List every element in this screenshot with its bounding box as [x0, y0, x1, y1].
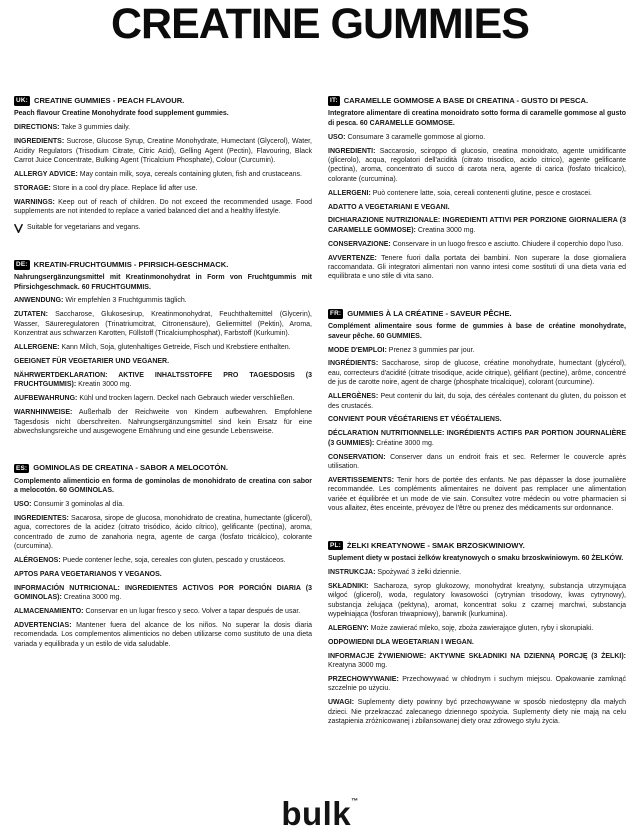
fr-directions: [328, 346, 626, 355]
field-text: Saccharose, Glukosesirup, Kreatinmonohydrat, Feuchthaltemittel (Glycerin), Wasser, Säureregulatoren (Trinatriumcitrat, Citronensäure), Geliermittel (Pektin), Aroma, Konzentrat aus schwarzen Karotten, Füllstoff (Tricalciumphosphat), Farbstoff (Kurkumin).: [14, 311, 312, 338]
lang-badge-de: DE:: [16, 261, 28, 269]
de-storage: [14, 394, 312, 403]
de-description: [14, 273, 312, 292]
field-text: May contain milk, soya, cereals containing gluten, fish and crustaceans.: [79, 170, 302, 178]
fr-allergy-advice: [328, 392, 626, 411]
field-text: Peut contenir du lait, du soja, des céréales contenant du gluten, du poisson et des crustacés.: [328, 393, 626, 410]
label-columns: [0, 96, 640, 731]
field-label: AVERTISSEMENTS:: [328, 476, 394, 484]
de-warnings: [14, 408, 312, 436]
pl-warnings: [328, 698, 626, 726]
field-label: ADVERTENCIAS:: [14, 622, 72, 630]
lang-badge-uk: UK:: [16, 97, 28, 105]
field-text: Consumir 3 gominolas al día.: [33, 500, 125, 508]
field-label: ALLERGENI:: [328, 189, 371, 197]
uk-ingredients: [14, 137, 312, 165]
field-label: INGRÉDIENTS:: [328, 360, 379, 368]
field-label: DIRECTIONS:: [14, 124, 60, 132]
field-text: Kreatin 3000 mg.: [78, 381, 132, 389]
field-label: NÄHRWERTDEKLARATION: AKTIVE INHALTSSTOFFE PRO TAGESDOSIS (3 FRUCHTGUMMIS):: [14, 371, 312, 389]
field-text: Creatina 3000 mg.: [417, 226, 476, 234]
pl-description: [328, 554, 626, 563]
section-title-pl: ŻELKI KREATYNOWE - SMAK BRZOSKWINIOWY.: [346, 540, 525, 550]
field-label: STORAGE:: [14, 184, 51, 192]
field-text: APTOS PARA VEGETARIANOS Y VEGANOS.: [14, 570, 162, 578]
it-warnings: [328, 254, 626, 282]
field-text: Kann Milch, Soja, glutenhaltiges Getreide, Fisch und Krebstiere enthalten.: [61, 344, 291, 352]
page-title: CREATINE GUMMIES: [111, 0, 529, 48]
section-title-de: KREATIN-FRUCHTGUMMIS - PFIRSICH-GESCHMACK.: [33, 259, 229, 269]
section-title-fr: GUMMIES À LA CRÉATINE - SAVEUR PÊCHE.: [347, 308, 512, 318]
section-title-es: GOMINOLAS DE CREATINA - SABOR A MELOCOTÓN.: [33, 463, 229, 473]
section-it: [328, 96, 626, 282]
field-text: Przechowywać w chłodnym i suchym miejscu. Opakowanie zamknąć szczelnie po użyciu.: [328, 675, 626, 693]
section-uk: [14, 96, 312, 233]
es-vegetarian-note: [14, 570, 312, 579]
uk-directions: [14, 123, 312, 132]
field-text: Wir empfehlen 3 Fruchtgummis täglich.: [65, 297, 187, 305]
section-heading-de: [14, 260, 312, 270]
trademark-symbol: ™: [351, 798, 359, 805]
lang-badge-fr: FR:: [330, 310, 342, 318]
uk-vegetarian-note: [14, 223, 312, 232]
field-label: INGREDIENTI:: [328, 147, 376, 155]
pl-storage: [328, 675, 626, 694]
field-label: WARNHINWEISE:: [14, 409, 73, 417]
field-label: ALLERGY ADVICE:: [14, 170, 78, 178]
field-label: ALLERGENE:: [14, 344, 60, 352]
field-label: ALÉRGENOS:: [14, 556, 61, 564]
field-label: ALERGENY:: [328, 624, 369, 632]
section-pl: [328, 541, 626, 727]
fr-description: [328, 322, 626, 341]
field-label: USO:: [14, 500, 32, 508]
field-text: Può contenere latte, soia, cereali contenenti glutine, pesce e crostacei.: [372, 189, 592, 197]
field-label: MODE D'EMPLOI:: [328, 346, 387, 354]
it-description: [328, 109, 626, 128]
field-text: Spożywać 3 żelki dziennie.: [377, 568, 462, 576]
field-text: Conservare in un luogo fresco e asciutto. Chiudere il coperchio dopo l'uso.: [392, 240, 624, 248]
field-text: Sacharoza, syrop glukozowy, monohydrat kreatyny, substancja utrzymująca wilgoć (glicerol), woda, regulatory kwasowości (cytrynian trisodowy, kwas cytrynowy), substancja żelująca (pektyna), aromat, koncentrat soku z czarnej marchwi, substancja wypełniająca (fosforan triwapniowy), barwnik (kurkumina).: [328, 582, 626, 618]
section-heading-uk: [14, 96, 312, 106]
section-title-uk: CREATINE GUMMIES - PEACH FLAVOUR.: [33, 96, 185, 105]
right-column: [328, 96, 626, 731]
field-text: Integratore alimentare di creatina monoidrato sotto forma di caramelle gommose al gusto di pesca. 60 CARAMELLE GOMMOSE.: [328, 110, 626, 127]
de-vegetarian-note: [14, 357, 312, 366]
uk-allergy-advice: [14, 170, 312, 179]
section-heading-pl: [328, 541, 626, 551]
field-text: Saccarosio, sciroppo di glucosio, creatina monoidrato, agente umidificante (glicerolo), acqua, regolatori dell'acidità (citrato trisodico, acido citrico), agente gelificante (pectina), aroma, concentrato di succo di carota nera, agente di carica (fosfato tricalcico), colorante (curcumina).: [328, 147, 626, 183]
pl-allergy-advice: [328, 624, 626, 633]
field-text: Tenere fuori dalla portata dei bambini. Non superare la dose giornaliera raccomandata. Gli integratori alimentari non vanno intesi come sostituti di una dieta varia ed equilibrata e uno stile di vita sano.: [328, 254, 626, 281]
field-label: UWAGI:: [328, 699, 355, 707]
field-label: AVVERTENZE:: [328, 254, 377, 262]
field-text: Suplementy diety powinny być przechowywane w sposób niedostępny dla małych dzieci. Nie przekraczać zalecanego dziennego spożycia. Suplementy diety nie mają na celu zastąpienia zróżnicowanej i zbilansowanej diety oraz zdrowego stylu życia.: [328, 699, 626, 726]
field-text: ODPOWIEDNI DLA WEGETARIAN I WEGAN.: [328, 638, 474, 646]
field-text: Saccharose, sirop de glucose, créatine monohydrate, humectant (glycérol), eau, correcteurs d'acidité (citrate trisodique, acide citrique), gélifiant (pectine), arôme, concentré de jus de carotte noire, agent de charge (phosphate tricalcique), colorant (curcumine).: [328, 360, 626, 387]
es-allergy-advice: [14, 556, 312, 565]
field-text: Créatine 3000 mg.: [376, 439, 434, 447]
field-text: Conservar en un lugar fresco y seco. Volver a tapar después de usar.: [85, 608, 301, 616]
field-text: Complemento alimenticio en forma de gominolas de monohidrato de creatina con sabor a melocotón. 60 GOMINOLAS.: [14, 477, 312, 495]
field-text: Prenez 3 gummies par jour.: [388, 346, 475, 354]
field-label: CONSERVAZIONE:: [328, 240, 391, 248]
field-text: Tenir hors de portée des enfants. Ne pas dépasser la dose journalière recommandée. Les compléments alimentaires ne doivent pas remplacer une alimentation variée et équilibrée et un mode de vie sain. Consultez votre médecin ou votre pharmacien si vous allaitez, êtes enceinte, prévoyez de l'être ou prenez des médicaments sur ordonnance.: [328, 476, 626, 513]
field-text: ADATTO A VEGETARIANI E VEGANI.: [328, 203, 450, 211]
field-text: Keep out of reach of children. Do not exceed the recommended usage. Food supplements are not intended to replace a varied balanced diet and a healthy lifestyle.: [14, 198, 312, 216]
field-label: INFORMACIÓN NUTRICIONAL: INGREDIENTES ACTIVOS POR PORCIÓN DIARIA (3 GOMINOLAS):: [14, 584, 312, 602]
brand-name: bulk: [281, 795, 352, 832]
field-text: Creatina 3000 mg.: [63, 594, 122, 602]
field-label: AUFBEWAHRUNG:: [14, 395, 78, 403]
es-ingredients: [14, 514, 312, 552]
field-text: CONVIENT POUR VÉGÉTARIENS ET VÉGÉTALIENS.: [328, 416, 502, 424]
field-text: Sacarosa, sirope de glucosa, monohidrato de creatina, humectante (glicerol), agua, correctores de la acidez (citrato trisódico, ácido cítrico), gelificante (pectina), aroma, concentrado de zumo de zanahoria negra, agente de carga (fosfato tricálcico), colorante (curcumina).: [14, 514, 312, 551]
pl-vegetarian-note: [328, 638, 626, 647]
field-label: CONSERVATION:: [328, 453, 386, 461]
field-label: SKŁADNIKI:: [328, 582, 369, 590]
pl-nutrition: [328, 652, 626, 671]
field-text: Complément alimentaire sous forme de gummies à base de créatine monohydrate, saveur pêche. 60 GUMMIES.: [328, 323, 626, 340]
field-text: Puede contener leche, soja, cereales con gluten, pescado y crustáceos.: [62, 556, 286, 564]
fr-warnings: [328, 476, 626, 514]
it-directions: [328, 133, 626, 142]
field-label: ANWENDUNG:: [14, 297, 64, 305]
fr-ingredients: [328, 359, 626, 387]
field-label: ALMACENAMIENTO:: [14, 608, 84, 616]
lang-badge-it: IT:: [330, 97, 338, 105]
de-allergy-advice: [14, 343, 312, 352]
field-label: DÉCLARATION NUTRITIONNELLE: INGRÉDIENTS ACTIFS PAR PORTION JOURNALIÈRE (3 GUMMIES):: [328, 430, 626, 447]
field-text: Nahrungsergänzungsmittel mit Kreatinmonohydrat in Form von Fruchtgummis mit Pfirsichgeschmack. 60 FRUCHTGUMMIS.: [14, 274, 312, 291]
es-directions: [14, 500, 312, 509]
uk-warnings: [14, 198, 312, 217]
es-description: [14, 477, 312, 496]
field-text: Conserver dans un endroit frais et sec. Refermer le couvercle après utilisation.: [328, 453, 626, 471]
es-warnings: [14, 621, 312, 649]
field-text: Take 3 gummies daily.: [61, 124, 131, 132]
de-directions: [14, 296, 312, 305]
fr-storage: [328, 453, 626, 472]
uk-storage: [14, 184, 312, 193]
field-text: Sucrose, Glucose Syrup, Creatine Monohydrate, Humectant (Glycerol), Water, Acidity Regulators (Trisodium Citrate, Citric Acid), Gelling Agent (Pectin), Flavouring, Black Carrot Juice Concentrate, Bulking Agent (Tricalcium Phosphate), Colour (Curcumin).: [14, 138, 312, 164]
section-de: [14, 260, 312, 436]
field-text: Außerhalb der Reichweite von Kindern aufbewahren. Empfohlene Tagesdosis nicht überschreiten. Nahrungsergänzungsmittel sind kein Ersatz für eine abwechslungsreiche und ausgewogene Ernährung und eine gesunde Lebensweise.: [14, 409, 312, 435]
de-ingredients: [14, 310, 312, 338]
field-text: Kühl und trocken lagern. Deckel nach Gebrauch wieder verschließen.: [79, 395, 295, 403]
fr-nutrition: [328, 429, 626, 448]
it-nutrition: [328, 216, 626, 235]
field-text: Może zawierać mleko, soję, zboża zawierające gluten, ryby i skorupiaki.: [370, 624, 594, 632]
veg-text: Suitable for vegetarians and vegans.: [27, 224, 141, 232]
it-storage: [328, 240, 626, 249]
field-label: USO:: [328, 133, 346, 141]
field-label: PRZECHOWYWANIE:: [328, 675, 399, 683]
section-heading-es: [14, 463, 312, 473]
pl-ingredients: [328, 582, 626, 620]
field-label: INSTRUKCJA:: [328, 568, 376, 576]
section-fr: [328, 309, 626, 514]
vegetarian-v-icon: [14, 224, 23, 233]
field-label: DICHIARAZIONE NUTRIZIONALE: INGREDIENTI ATTIVI PER PORZIONE GIORNALIERA (3 CARAMELLE GOMMOSE):: [328, 217, 626, 234]
field-label: INFORMACJE ŻYWIENIOWE: AKTYWNE SKŁADNIKI NA DZIENNĄ PORCJĘ (3 ŻELKI):: [328, 652, 626, 660]
section-heading-fr: [328, 309, 626, 319]
field-label: INGREDIENTS:: [14, 138, 65, 146]
field-label: INGREDIENTES:: [14, 514, 69, 522]
lang-badge-es: ES:: [16, 464, 28, 472]
pl-directions: [328, 568, 626, 577]
field-text: Kreatyna 3000 mg.: [328, 662, 388, 670]
section-title-it: CARAMELLE GOMMOSE A BASE DI CREATINA - GUSTO DI PESCA.: [343, 96, 589, 105]
field-label: ZUTATEN:: [14, 311, 48, 319]
section-es: [14, 463, 312, 649]
field-label: ALLERGÈNES:: [328, 393, 379, 401]
es-storage: [14, 607, 312, 616]
field-text: Peach flavour Creatine Monohydrate food supplement gummies.: [14, 110, 229, 118]
it-allergy-advice: [328, 189, 626, 198]
it-vegetarian-note: [328, 203, 626, 212]
brand-logo: [0, 797, 640, 830]
field-text: Consumare 3 caramelle gommose al giorno.: [347, 133, 486, 141]
field-text: Store in a cool dry place. Replace lid after use.: [52, 184, 198, 192]
field-text: GEEIGNET FÜR VEGETARIER UND VEGANER.: [14, 358, 170, 365]
field-text: Mantener fuera del alcance de los niños. No superar la dosis diaria recomendada. Los complementos alimenticios no deben utilizarse como sustituto de una dieta variada y equilibrada y un estilo de vida saludable.: [14, 622, 312, 648]
de-nutrition: [14, 371, 312, 390]
section-heading-it: [328, 96, 626, 106]
uk-description: [14, 109, 312, 118]
field-label: WARNINGS:: [14, 198, 55, 206]
es-nutrition: [14, 584, 312, 603]
left-column: [14, 96, 312, 654]
field-text: Suplement diety w postaci żelków kreatynowych o smaku brzoskwiniowym. 60 ŻELKÓW.: [328, 554, 624, 562]
lang-badge-pl: PL:: [330, 541, 341, 549]
it-ingredients: [328, 147, 626, 185]
fr-vegetarian-note: [328, 415, 626, 424]
